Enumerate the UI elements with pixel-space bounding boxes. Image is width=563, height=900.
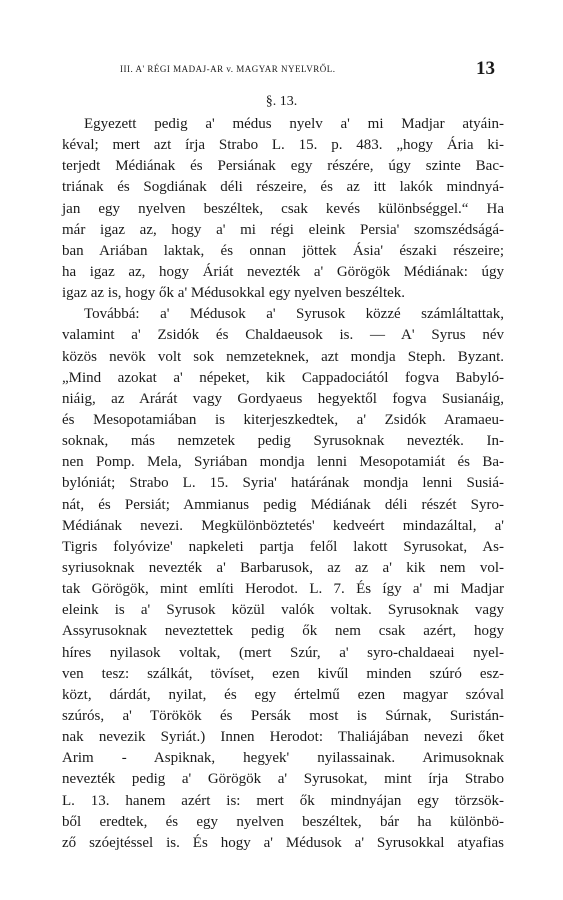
text-line: Tigris folyóvize' napkeleti partja felől lakott Syrusokat, As- xyxy=(62,538,504,555)
text-line: Továbbá: a' Médusok a' Syrusok közzé számláltattak, xyxy=(84,306,504,323)
text-line: „Mind azokat a' népeket, kik Cappadociától fogva Babyló- xyxy=(62,369,504,386)
text-line: Egyezett pedig a' médus nyelv a' mi Madjar atyáin- xyxy=(84,116,504,132)
text-line: nevezték pedig a' Görögök a' Syrusokat, mint írja Strabo xyxy=(62,771,504,788)
running-head: III. A' RÉGI MADAJ-AR v. MAGYAR NYELVRŐL. xyxy=(120,64,336,74)
text-line: közt, dárdát, nyilat, és egy értelmű ezen magyar szóval xyxy=(62,686,504,703)
text-line: ven tesz: szálkát, tövíset, ezen kivűl minden szúró esz- xyxy=(62,665,504,682)
text-line: Assyrusoknak neveztettek pedig ők nem csak azért, hogy xyxy=(62,623,504,640)
page-number: 13 xyxy=(476,58,495,79)
text-line: nak nevezik Syriát.) Innen Herodot: Thaliájában nevezi őket xyxy=(62,729,504,746)
text-line: már igaz az, hogy a' mi régi eleink Persia' szomszédságá- xyxy=(62,221,504,238)
text-line: jan egy nyelven beszéltek, csak kevés különbséggel.“ Ha xyxy=(62,200,504,217)
text-line: híres nyilasok voltak, (mert Szúr, a' syro-chaldaeai nyel- xyxy=(62,644,504,661)
text-line: nát, és Persiát; Ammianus pedig Médiának déli részét Syro- xyxy=(62,496,504,513)
text-line: ből eredtek, és egy nyelven beszéltek, bár ha különbö- xyxy=(62,813,504,830)
text-line: közös nevök volt sok nemzeteknek, azt mondja Steph. Byzant. xyxy=(62,348,504,365)
text-line: szúrós, a' Törökök és Persák most is Súrnak, Suristán- xyxy=(62,707,504,724)
text-line: triának és Sogdiának déli részeire, és az itt lakók mindnyá- xyxy=(62,179,504,196)
text-line: tak Görögök, mint említi Herodot. L. 7. És így a' mi Madjar xyxy=(62,581,504,598)
text-line: terjedt Médiának és Persiának egy részére, úgy szinte Bac- xyxy=(62,158,504,175)
text-line: Médiának nevezi. Megkülönböztetés' kedveért mindazáltal, a' xyxy=(62,517,504,534)
text-line: valamint a' Zsidók és Chaldaeusok is. — A' Syrus név xyxy=(62,327,504,344)
section-heading: §. 13. xyxy=(265,94,298,109)
text-line: és Mesopotamiában is kiterjeszkedtek, a' Zsidók Aramaeu- xyxy=(62,411,504,428)
text-line: nen Pomp. Mela, Syriában mondja lenni Mesopotamiát és Ba- xyxy=(62,454,504,471)
text-line: bylóniát; Strabo L. 15. Syria' határának mondja lenni Susiá- xyxy=(62,475,504,492)
text-line: kéval; mert azt írja Strabo L. 15. p. 483. „hogy Ária ki- xyxy=(62,137,504,154)
body-text xyxy=(62,114,504,854)
text-line: eleink is a' Syrusok közül valók voltak. Syrusoknak vagy xyxy=(62,602,504,619)
text-line: ha igaz az, hogy Áriát nevezték a' Görögök Médiának: úgy xyxy=(62,263,504,280)
text-line: Arim - Aspiknak, hegyek' nyilassainak. Arimusoknak xyxy=(62,750,504,767)
text-line: L. 13. hanem azért is: mert ők mindnyájan egy törzsök- xyxy=(62,792,504,809)
text-line: syriusoknak nevezték a' Barbarusok, az az a' kik nem vol- xyxy=(62,559,504,576)
text-line: soknak, más nemzetek pedig Syrusoknak nevezték. In- xyxy=(62,433,504,450)
text-line: niáig, az Arárát vagy Gordyaeus hegyektől fogva Susianáig, xyxy=(62,390,504,407)
text-line: ban Ariában laktak, és onnan jöttek Ásia' északi részeire; xyxy=(62,242,504,259)
text-line: igaz az is, hogy ők a' Médusokkal egy nyelven beszéltek. xyxy=(62,285,406,302)
text-line: ző szóejtéssel is. És hogy a' Médusok a' Syrusokkal atyafias xyxy=(62,834,504,851)
